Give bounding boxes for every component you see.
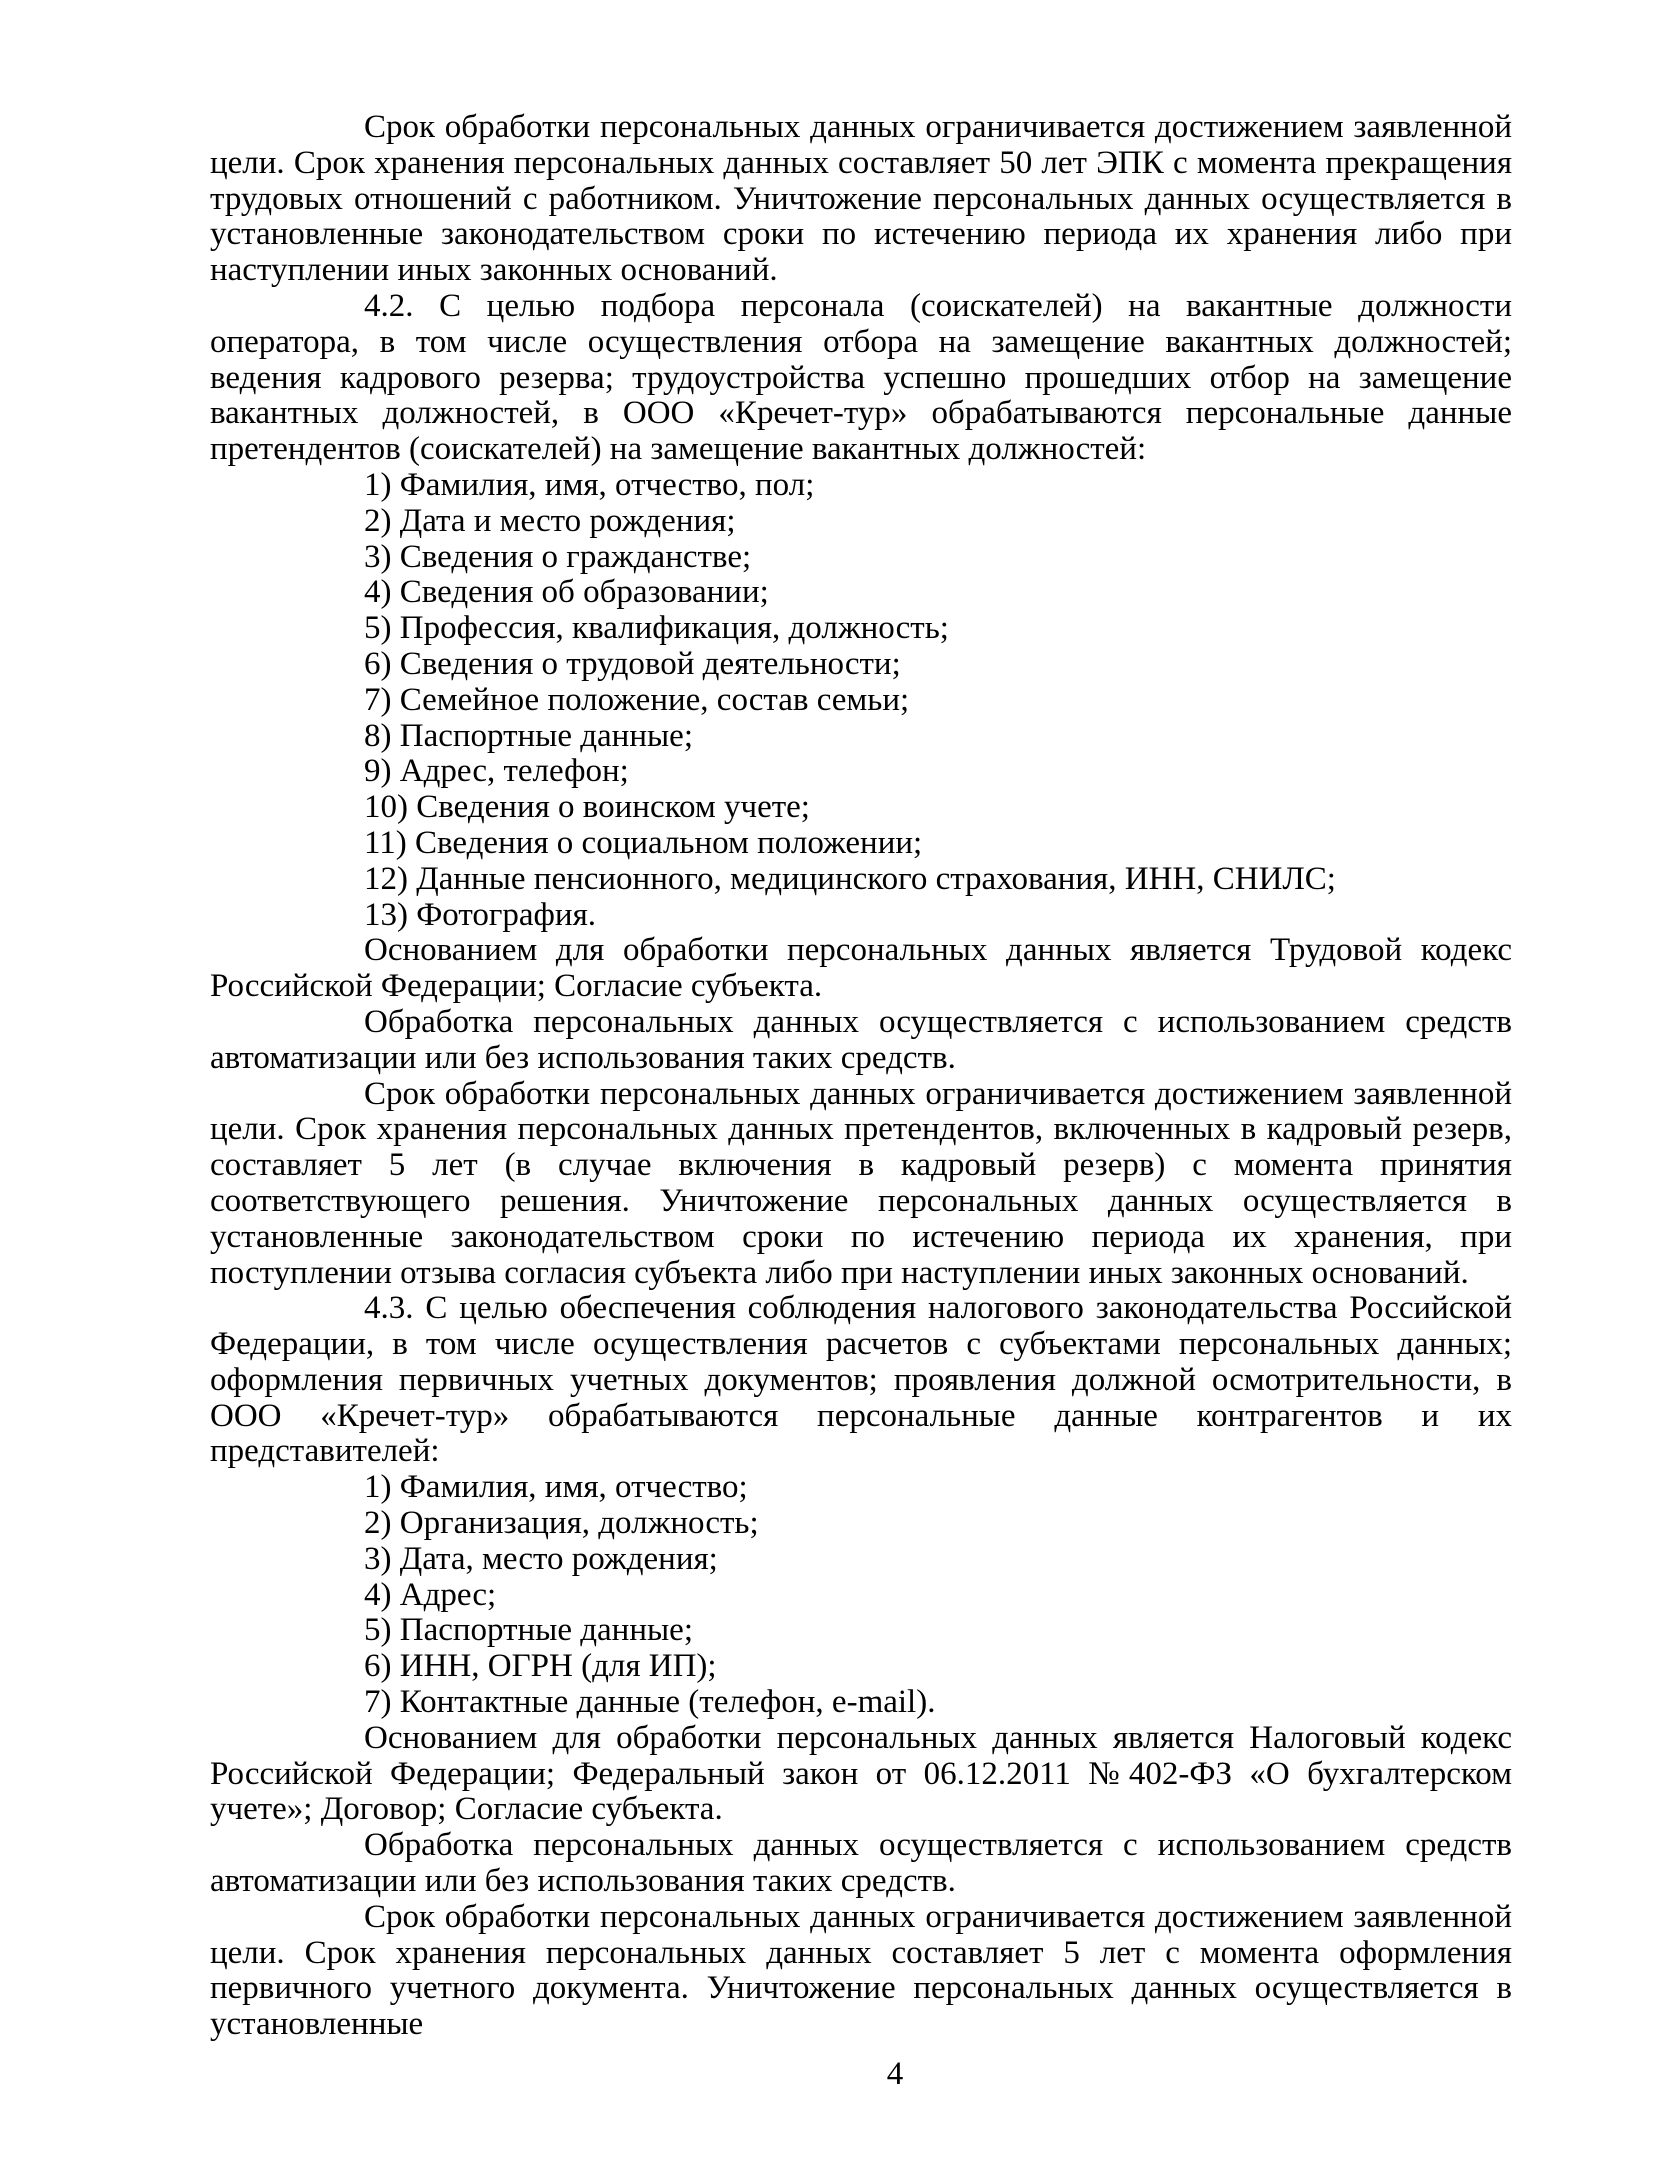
paragraph: 4.3. С целью обеспечения соблюдения налогового законодательства Российской Федерации, в том числе осуществления расчетов с субъектами персональных данных; оформления первичных учетных документов; проявления должной осмотрительности, в ООО «Кречет-тур» обрабатываются персональные данные контрагентов и их представителей:	[210, 1290, 1512, 1470]
list-item: 1) Фамилия, имя, отчество, пол;	[364, 466, 815, 503]
page-number: 4	[886, 2056, 904, 2092]
list-item: 8) Паспортные данные;	[364, 717, 693, 754]
list-item: 3) Дата, место рождения;	[364, 1540, 718, 1577]
list-item: 10) Сведения о воинском учете;	[364, 789, 810, 826]
paragraph: 4.2. С целью подбора персонала (соискателей) на вакантные должности оператора, в том числе осуществления отбора на замещение вакантных должностей; ведения кадрового резерва; трудоустройства успешно прошедших отбор на замещение вакантных должностей, в ООО «Кречет-тур» обрабатываются персональные данные претендентов (соискателей) на замещение вакантных должностей:	[210, 287, 1512, 468]
list-item: 2) Дата и место рождения;	[364, 502, 736, 539]
paragraph: Срок обработки персональных данных ограничивается достижением заявленной цели. Срок хранения персональных данных составляет 5 лет с момента оформления первичного учетного документа. Уничтожение персональных данных осуществляется в установленные	[210, 1898, 1512, 2043]
list-item: 5) Профессия, квалификация, должность;	[364, 610, 949, 647]
paragraph: Срок обработки персональных данных ограничивается достижением заявленной цели. Срок хранения персональных данных претендентов, включенных в кадровый резерв, составляет 5 лет (в случае включения в кадровый резерв) с момента принятия соответствующего решения. Уничтожение персональных данных осуществляется в установленные законодательством сроки по истечению периода их хранения, при поступлении отзыва согласия субъекта либо при наступлении иных законных оснований.	[210, 1075, 1512, 1291]
list-item: 4) Сведения об образовании;	[364, 574, 769, 611]
list-item: 13) Фотография.	[364, 896, 597, 933]
list-item: 11) Сведения о социальном положении;	[364, 824, 923, 861]
list-item: 7) Семейное положение, состав семьи;	[364, 681, 910, 718]
list-item: 6) Сведения о трудовой деятельности;	[364, 645, 901, 682]
paragraph: Основанием для обработки персональных данных является Налоговый кодекс Российской Федерации; Федеральный закон от 06.12.2011 №402-ФЗ «О бухгалтерском учете»; Договор; Согласие субъекта.	[210, 1719, 1512, 1828]
document-body	[210, 110, 1512, 2043]
list-item: 4) Адрес;	[364, 1576, 497, 1613]
paragraph: Основанием для обработки персональных данных является Трудовой кодекс Российской Федерации; Согласие субъекта.	[210, 932, 1512, 1005]
list-item: 3) Сведения о гражданстве;	[364, 538, 752, 575]
list-item: 12) Данные пенсионного, медицинского страхования, ИНН, СНИЛС;	[364, 860, 1336, 897]
list-item: 5) Паспортные данные;	[364, 1612, 693, 1649]
paragraph: Обработка персональных данных осуществляется с использованием средств автоматизации или без использования таких средств.	[210, 1003, 1512, 1076]
list-item: 2) Организация, должность;	[364, 1505, 759, 1542]
list-item: 7) Контактные данные (телефон, e-mail).	[364, 1684, 936, 1721]
list-item: 1) Фамилия, имя, отчество;	[364, 1469, 748, 1506]
list-item: 6) ИНН, ОГРН (для ИП);	[364, 1648, 717, 1685]
list-item: 9) Адрес, телефон;	[364, 753, 629, 790]
paragraph: Срок обработки персональных данных ограничивается достижением заявленной цели. Срок хранения персональных данных составляет 50 лет ЭПК с момента прекращения трудовых отношений с работником. Уничтожение персональных данных осуществляется в установленные законодательством сроки по истечению периода их хранения либо при наступлении иных законных оснований.	[210, 109, 1512, 289]
paragraph: Обработка персональных данных осуществляется с использованием средств автоматизации или без использования таких средств.	[210, 1827, 1512, 1900]
